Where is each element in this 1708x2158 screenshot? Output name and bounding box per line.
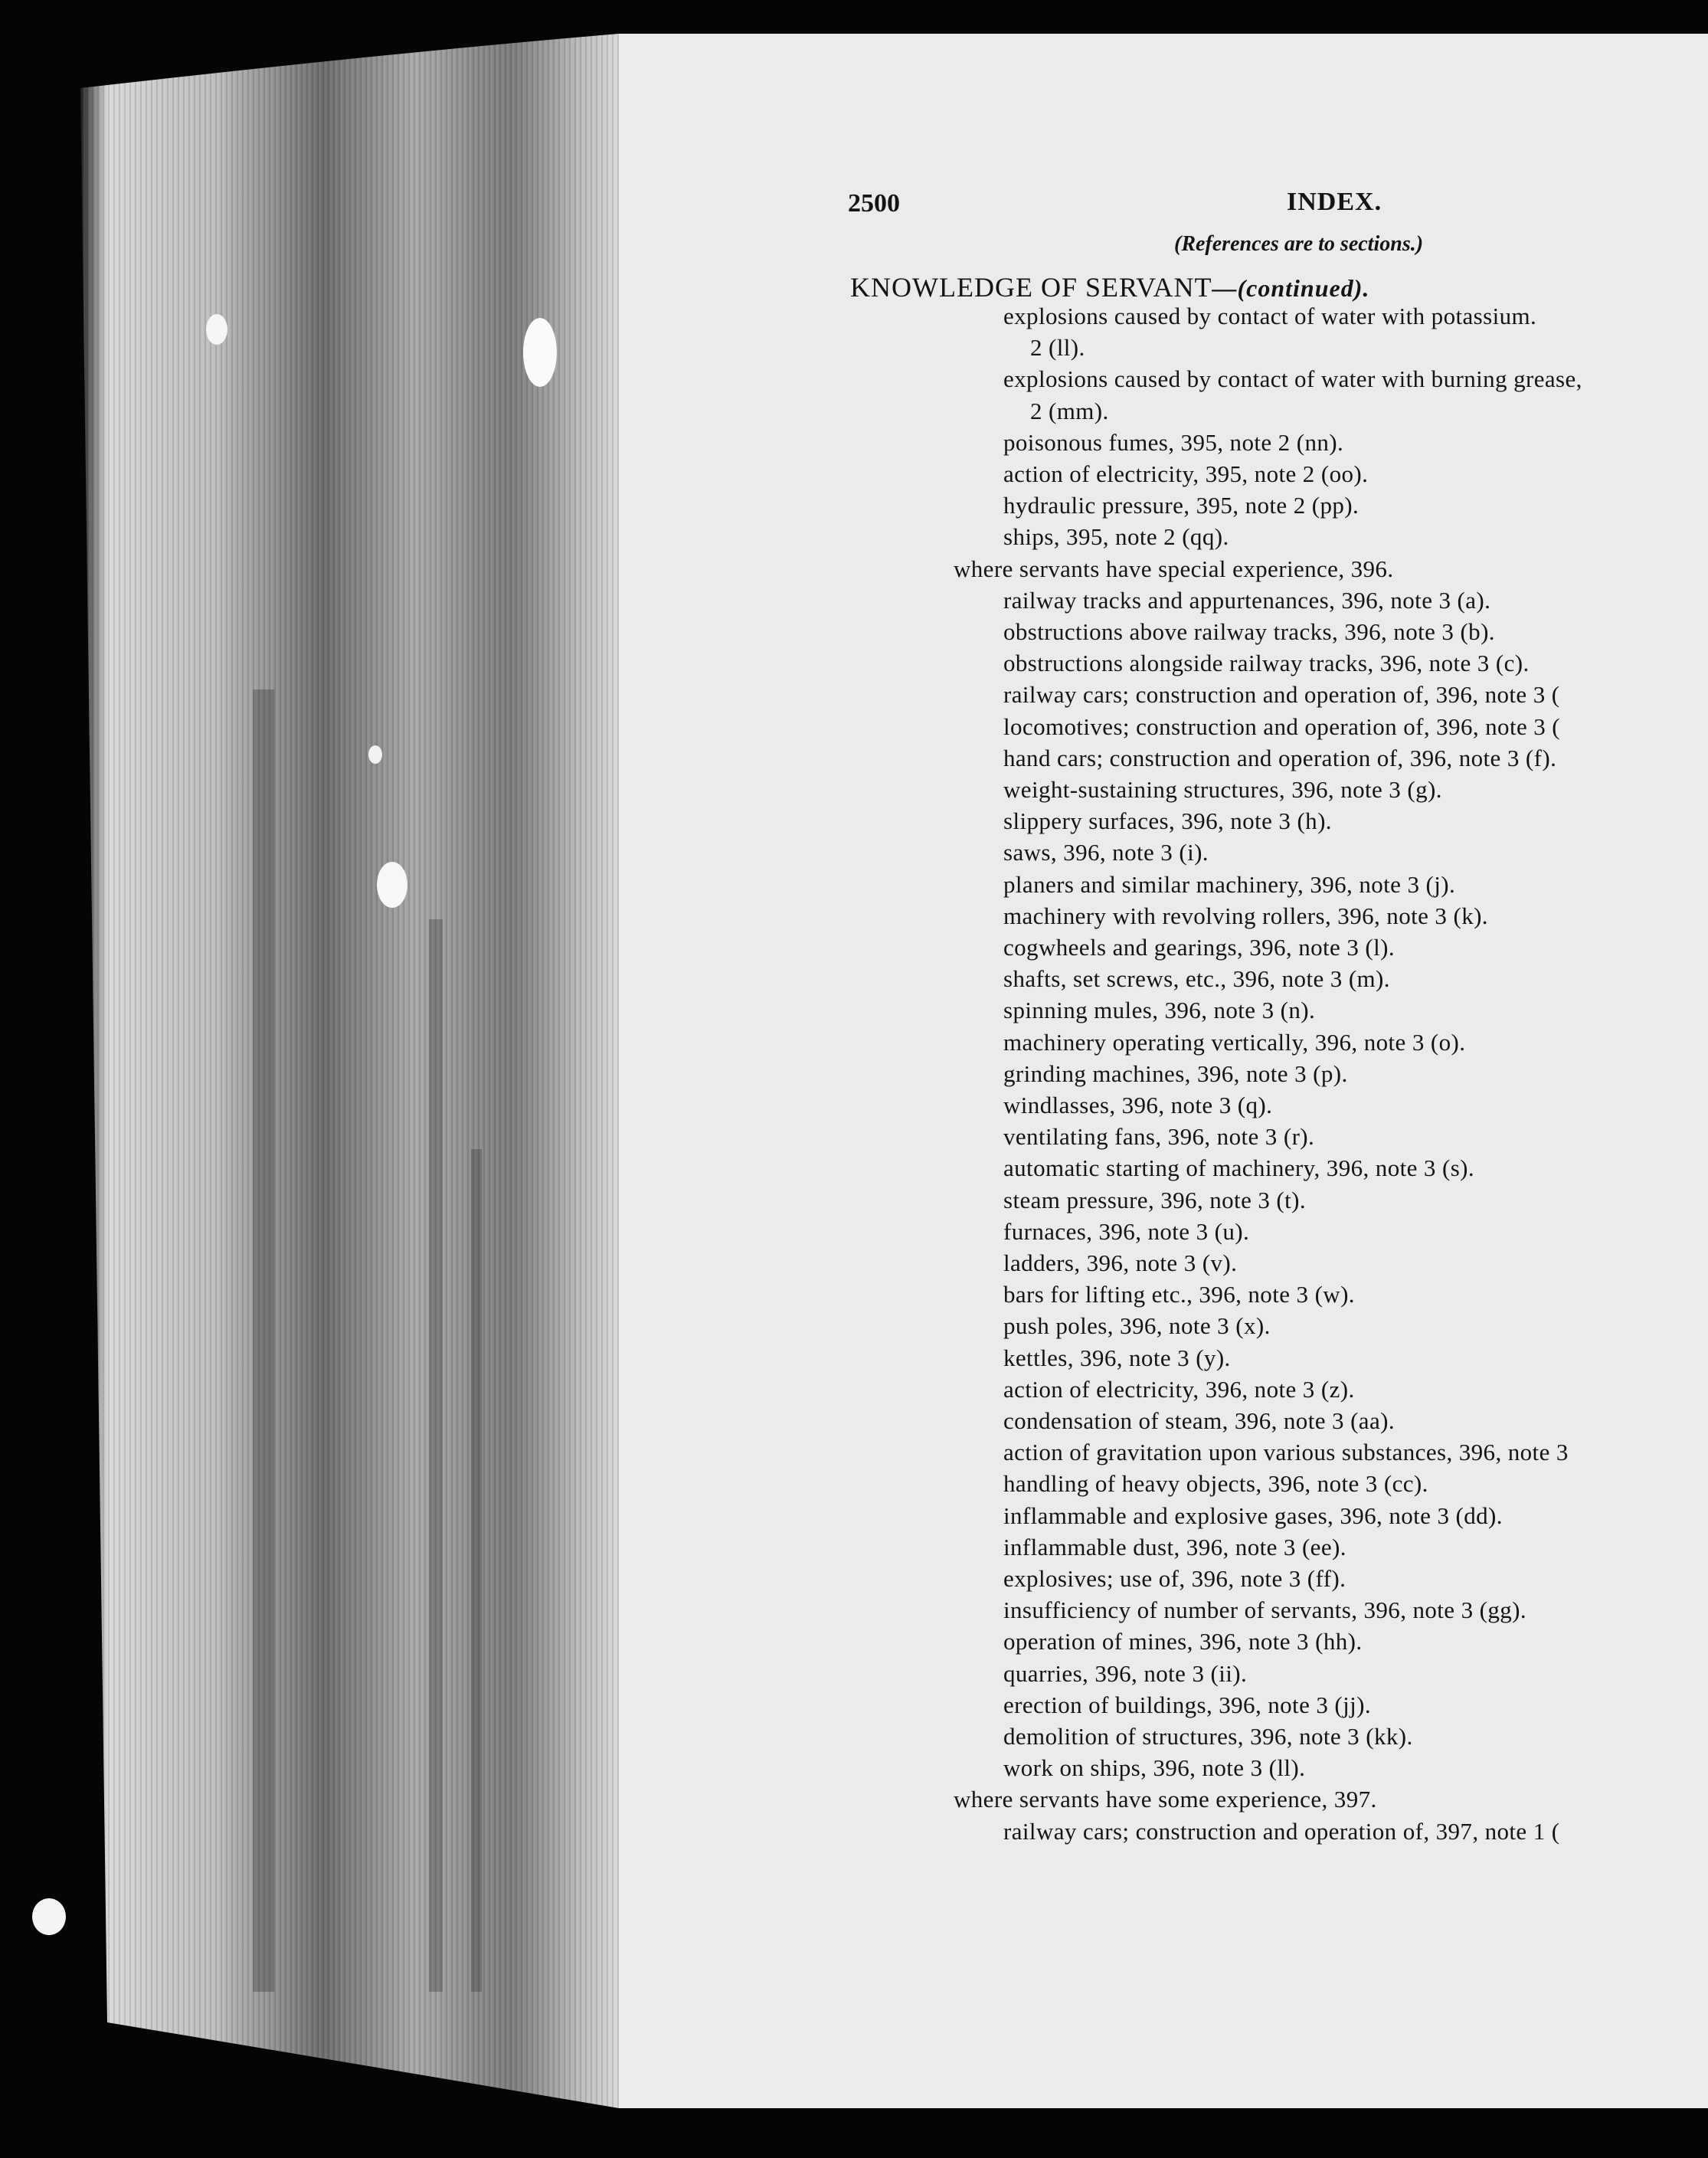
index-entry: work on ships, 396, note 3 (ll). <box>1003 1754 1306 1782</box>
index-subheading: where servants have special experience, 396. <box>954 555 1394 582</box>
heading-continued: —(continued). <box>1212 274 1370 302</box>
index-entry: explosions caused by contact of water with burning grease, <box>1003 365 1582 393</box>
index-entry: hand cars; construction and operation of, 396, note 3 (f). <box>1003 744 1557 771</box>
index-entry: operation of mines, 396, note 3 (hh). <box>1003 1628 1363 1655</box>
index-entry: weight-sustaining structures, 396, note 3 (g). <box>1003 776 1442 803</box>
index-entry: shafts, set screws, etc., 396, note 3 (m). <box>1003 965 1390 993</box>
index-entry: explosives; use of, 396, note 3 (ff). <box>1003 1565 1346 1592</box>
index-entry: railway cars; construction and operation of, 396, note 3 ( <box>1003 681 1560 709</box>
index-entry: machinery with revolving rollers, 396, note 3 (k). <box>1003 902 1488 929</box>
index-entry: ladders, 396, note 3 (v). <box>1003 1249 1238 1276</box>
index-entry: kettles, 396, note 3 (y). <box>1003 1344 1231 1371</box>
index-entry: railway tracks and appurtenances, 396, note 3 (a). <box>1003 586 1491 614</box>
running-head: INDEX. <box>1287 188 1382 216</box>
index-entry: action of electricity, 395, note 2 (oo). <box>1003 460 1369 487</box>
index-heading <box>850 271 1369 303</box>
index-entry: saws, 396, note 3 (i). <box>1003 839 1209 866</box>
index-entry: locomotives; construction and operation of, 396, note 3 ( <box>1003 712 1561 740</box>
index-entry: obstructions alongside railway tracks, 396, note 3 (c). <box>1003 650 1530 677</box>
index-entry: demolition of structures, 396, note 3 (kk). <box>1003 1723 1413 1750</box>
index-entry: erection of buildings, 396, note 3 (jj). <box>1003 1691 1372 1718</box>
index-entry: action of gravitation upon various substances, 396, note 3 <box>1003 1439 1569 1466</box>
heading-term: KNOWLEDGE OF SERVANT <box>850 272 1212 303</box>
index-entry-continuation: 2 (ll). <box>1030 334 1085 362</box>
index-entry: handling of heavy objects, 396, note 3 (cc). <box>1003 1470 1428 1498</box>
index-entry: ventilating fans, 396, note 3 (r). <box>1003 1123 1315 1151</box>
index-entry: furnaces, 396, note 3 (u). <box>1003 1217 1250 1245</box>
index-subheading: where servants have some experience, 397. <box>954 1786 1377 1813</box>
index-entry: action of electricity, 396, note 3 (z). <box>1003 1375 1355 1403</box>
index-entry: bars for lifting etc., 396, note 3 (w). <box>1003 1281 1355 1308</box>
index-entry: inflammable and explosive gases, 396, note 3 (dd). <box>1003 1501 1503 1529</box>
index-entry: grinding machines, 396, note 3 (p). <box>1003 1059 1348 1087</box>
index-entry: inflammable dust, 396, note 3 (ee). <box>1003 1533 1346 1560</box>
reference-note: (References are to sections.) <box>1174 232 1424 256</box>
index-entry: machinery operating vertically, 396, note 3 (o). <box>1003 1028 1466 1056</box>
page-number: 2500 <box>848 189 900 218</box>
index-entry: obstructions above railway tracks, 396, note 3 (b). <box>1003 618 1495 645</box>
index-entry: explosions caused by contact of water with potassium. <box>1003 303 1537 329</box>
index-entry: planers and similar machinery, 396, note 3 (j). <box>1003 870 1456 898</box>
index-entry: push poles, 396, note 3 (x). <box>1003 1312 1271 1340</box>
index-entry-continuation: 2 (mm). <box>1030 397 1109 424</box>
index-entry: condensation of steam, 396, note 3 (aa). <box>1003 1407 1395 1434</box>
index-entry: cogwheels and gearings, 396, note 3 (l). <box>1003 934 1396 961</box>
index-entry: windlasses, 396, note 3 (q). <box>1003 1092 1273 1118</box>
index-entry: insufficiency of number of servants, 396, note 3 (gg). <box>1003 1596 1527 1624</box>
index-entry: hydraulic pressure, 395, note 2 (pp). <box>1003 492 1360 519</box>
index-entry: ships, 395, note 2 (qq). <box>1003 523 1229 551</box>
index-entry: spinning mules, 396, note 3 (n). <box>1003 997 1316 1024</box>
index-entry: poisonous fumes, 395, note 2 (nn). <box>1003 428 1344 456</box>
index-entry: slippery surfaces, 396, note 3 (h). <box>1003 807 1332 835</box>
index-entry: railway cars; construction and operation of, 397, note 1 ( <box>1003 1817 1560 1845</box>
index-entry: automatic starting of machinery, 396, note 3 (s). <box>1003 1154 1475 1182</box>
index-entry: steam pressure, 396, note 3 (t). <box>1003 1186 1307 1213</box>
index-entry: quarries, 396, note 3 (ii). <box>1003 1659 1248 1687</box>
